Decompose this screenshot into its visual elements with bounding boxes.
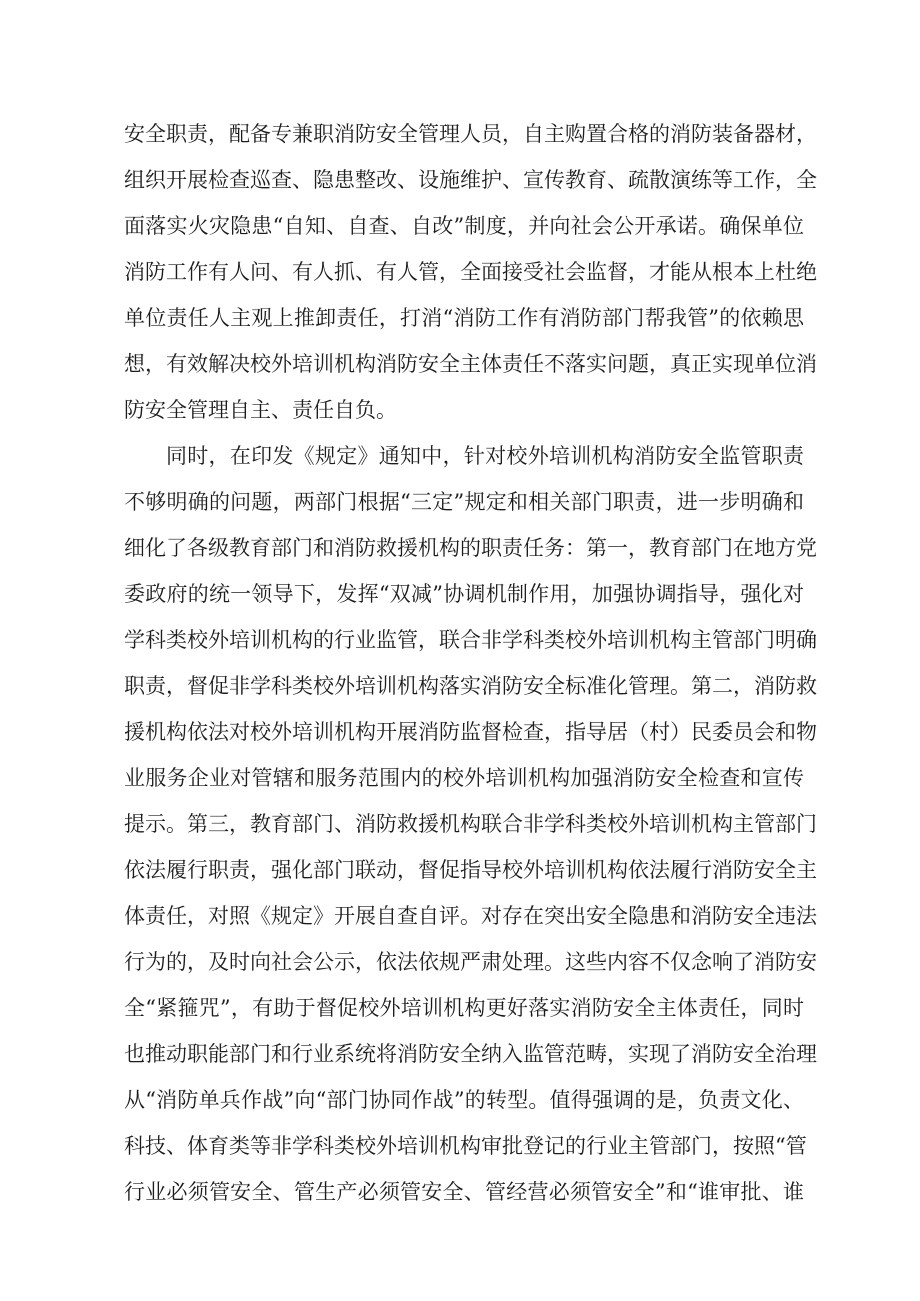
text-line: 行为的，及时向社会公示，依法依规严肃处理。这些内容不仅念响了消防安: [124, 950, 817, 974]
text-line: 体责任，对照《规定》开展自查自评。对存在突出安全隐患和消防安全违法: [124, 904, 817, 928]
text-line: 单位责任人主观上推卸责任，打消“消防工作有消防部门帮我管”的依赖思: [124, 306, 804, 330]
text-line: 从“消防单兵作战”向“部门协同作战”的转型。值得强调的是，负责文化、: [124, 1088, 804, 1112]
text-line: 科技、体育类等非学科类校外培训机构审批登记的行业主管部门，按照“管: [124, 1134, 807, 1158]
text-line: 职责，督促非学科类校外培训机构落实消防安全标准化管理。第二，消防救: [124, 674, 817, 698]
text-line: 提示。第三，教育部门、消防救援机构联合非学科类校外培训机构主管部门: [124, 812, 817, 836]
text-line: 援机构依法对校外培训机构开展消防监督检查，指导居（村）民委员会和物: [124, 720, 817, 744]
text-line: 想，有效解决校外培训机构消防安全主体责任不落实问题，真正实现单位消: [124, 352, 817, 376]
text-line: 面落实火灾隐患“自知、自查、自改”制度，并向社会公开承诺。确保单位: [124, 214, 804, 238]
text-line: 防安全管理自主、责任自负。: [124, 398, 397, 422]
text-line: 同时，在印发《规定》通知中，针对校外培训机构消防安全监管职责: [166, 444, 804, 468]
text-line: 业服务企业对管辖和服务范围内的校外培训机构加强消防安全检查和宣传: [124, 766, 804, 790]
text-line: 细化了各级教育部门和消防救援机构的职责任务：第一，教育部门在地方党: [124, 536, 817, 560]
text-line: 委政府的统一领导下，发挥“双减”协调机制作用，加强协调指导，强化对: [124, 582, 804, 606]
text-line: 全“紧箍咒”，有助于督促校外培训机构更好落实消防安全主体责任，同时: [124, 996, 804, 1020]
text-line: 学科类校外培训机构的行业监管，联合非学科类校外培训机构主管部门明确: [124, 628, 817, 652]
text-line: 安全职责，配备专兼职消防安全管理人员，自主购置合格的消防装备器材，: [124, 122, 817, 146]
text-line: 行业必须管安全、管生产必须管安全、管经营必须管安全”和“谁审批、谁: [124, 1180, 804, 1204]
text-line: 依法履行职责，强化部门联动，督促指导校外培训机构依法履行消防安全主: [124, 858, 817, 882]
text-line: 消防工作有人问、有人抓、有人管，全面接受社会监督，才能从根本上杜绝: [124, 260, 817, 284]
text-line: 不够明确的问题，两部门根据“三定”规定和相关部门职责，进一步明确和: [124, 490, 804, 514]
text-line: 组织开展检查巡查、隐患整改、设施维护、宣传教育、疏散演练等工作，全: [124, 168, 817, 192]
text-line: 也推动职能部门和行业系统将消防安全纳入监管范畴，实现了消防安全治理: [124, 1042, 817, 1066]
